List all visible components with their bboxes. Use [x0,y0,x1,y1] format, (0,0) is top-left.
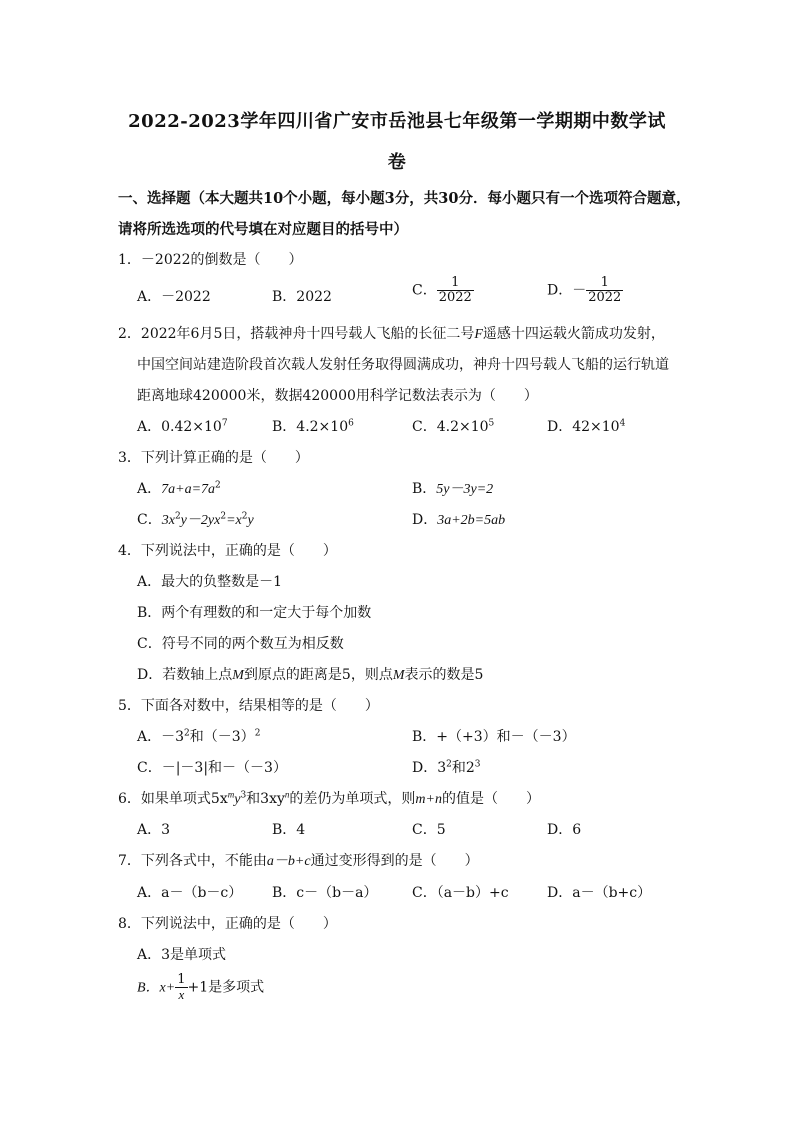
q2-option-c [412,416,494,436]
fraction-numerator: 1 [451,275,460,290]
q2-line1 [118,323,665,343]
q2-c-exponent: 5 [488,418,495,429]
option-label: D． [412,512,438,528]
q2-b-base: B．4.2×10 [272,419,349,435]
q7-stem [118,850,479,870]
exponent: n [284,789,290,800]
q2-text: 遥感十四运载火箭成功发射， [482,326,665,342]
q4-option-c: C．符号不同的两个数互为相反数 [137,636,344,652]
stem-part: 7．下列各式中，不能由 [118,853,267,869]
q3-d-expression: 3a+2b=5ab [437,513,506,528]
q1-option-c [412,276,474,305]
q4-option-a: A．最大的负整数是－1 [137,574,283,590]
q8-option-b [137,973,264,1002]
stem-expression: a－b+c [266,854,311,869]
q2-a-base: A．0.42×10 [137,419,222,435]
q4-option-b: B．两个有理数的和一定大于每个加数 [137,605,372,621]
q6-option-d: D．6 [547,822,582,838]
fraction-denominator: x [175,987,187,1002]
q5-stem: 5．下面各对数中，结果相等的是（ ） [118,698,379,714]
fraction-denominator: 2022 [588,290,622,305]
option-label: C． [137,512,162,528]
exponent: 2 [215,480,221,491]
fraction [437,276,474,305]
q2-b-exponent: 6 [348,418,354,429]
stem-part: 的值是（ ） [441,791,540,807]
q4-d-text: 到原点的距离是5，则点 [243,667,393,683]
expr-part: +1是多项式 [187,979,265,996]
stem-part: 的差仍为单项式，则 [289,791,416,807]
fraction [586,276,623,305]
q2-option-a [137,416,228,436]
stem-part: y [234,792,241,807]
expr-part: =x [226,513,242,528]
q6-option-a: A．3 [137,822,171,838]
q3-b-expression: 5y－3y=2 [436,482,494,497]
q8-option-a: A．3是单项式 [137,947,227,963]
exponent: 2 [220,511,227,522]
q3-option-b [412,478,493,498]
expr-part: 和（－3） [189,729,255,745]
expr-part: y－2yx [180,513,221,528]
q4-d-text: 表示的数是5 [404,667,484,683]
stem-part: 6．如果单项式5x [118,791,228,807]
exponent: 2 [184,728,190,739]
q3-option-a [137,478,221,498]
expr-part: 和2 [451,760,475,776]
q6-stem [118,788,540,808]
section-heading-line1: 一、选择题（本大题共10个小题，每小题3分，共30分．每小题只有一个选项符合题意， [118,190,691,207]
exponent: m [227,789,235,800]
q5-option-d [412,757,481,777]
q4-option-d [137,664,483,684]
stem-part: m+n [415,792,442,807]
q2-d-exponent: 4 [619,418,626,429]
expr-part: A．－3 [137,729,185,745]
q5-option-a [137,726,260,746]
q3-option-d [412,509,505,529]
q8-stem: 8．下列说法中，正确的是（ ） [118,916,337,932]
expr-part: 3x [161,513,175,528]
q4-stem: 4．下列说法中，正确的是（ ） [118,543,337,559]
q4-d-text: D．若数轴上点 [137,667,233,683]
q6-option-b: B．4 [272,822,306,838]
expr-part: D．3 [412,760,447,776]
stem-part: 通过变形得到的是（ ） [310,853,479,869]
q4-point-m: M [232,668,244,683]
q2-variable-f: F [474,327,483,342]
q1-option-b: B．2022 [272,289,332,305]
exam-title-line1: 2022-2023学年四川省广安市岳池县七年级第一学期期中数学试 [128,111,666,132]
exponent: 2 [446,759,452,770]
q1-option-d [547,276,623,305]
q7-option-b: B．c－（b－a） [272,885,378,901]
stem-part: 和3xy [246,791,285,807]
q5-option-c: C．－|－3|和－（－3） [137,760,287,776]
q2-text: 2．2022年6月5日，搭载神舟十四号载人飞船的长征二号 [118,326,475,342]
q2-c-base: C．4.2×10 [412,419,489,435]
q1-stem: 1．－2022的倒数是（ ） [118,252,303,268]
q1-option-a: A．－2022 [137,289,211,305]
q2-d-base: D．42×10 [547,419,620,435]
section-heading-line2: 请将所选选项的代号填在对应题目的括号中） [118,221,408,238]
q7-option-c: C．（a－b）+c [412,885,509,901]
q2-a-exponent: 7 [221,418,228,429]
q6-option-c: C．5 [412,822,446,838]
fraction-numerator: 1 [177,972,186,987]
q4-point-m: M [392,668,405,683]
q7-option-a: A．a－（b－c） [137,885,243,901]
q3-option-c [137,509,254,529]
expr-part: B．x+ [137,980,176,996]
fraction [175,973,187,1002]
q3-stem: 3．下列计算正确的是（ ） [118,450,309,466]
exponent: 3 [240,790,247,801]
option-label: B． [412,481,437,497]
option-label: A． [137,481,162,497]
q2-line3: 距离地球420000米，数据420000用科学记数法表示为（ ） [137,388,538,404]
q5-option-b: B．+（+3）和－（－3） [412,729,576,745]
q3-a-expression: 7a+a=7a [161,482,216,497]
q2-option-b [272,416,354,436]
exponent: 3 [474,759,481,770]
expr-part: y [247,513,254,528]
exponent: 2 [254,728,261,739]
q7-option-d: D．a－（b+c） [547,885,652,901]
exam-title-line2: 卷 [387,152,407,173]
exponent: 2 [241,511,248,522]
exponent: 2 [174,511,181,522]
q1-option-c-label: C． [412,282,437,299]
q2-line2: 中国空间站建造阶段首次载人发射任务取得圆满成功，神舟十四号载人飞船的运行轨道 [137,357,669,373]
q1-option-d-label: D．－ [547,282,587,299]
fraction-numerator: 1 [600,275,609,290]
fraction-denominator: 2022 [438,290,472,305]
q2-option-d [547,416,625,436]
